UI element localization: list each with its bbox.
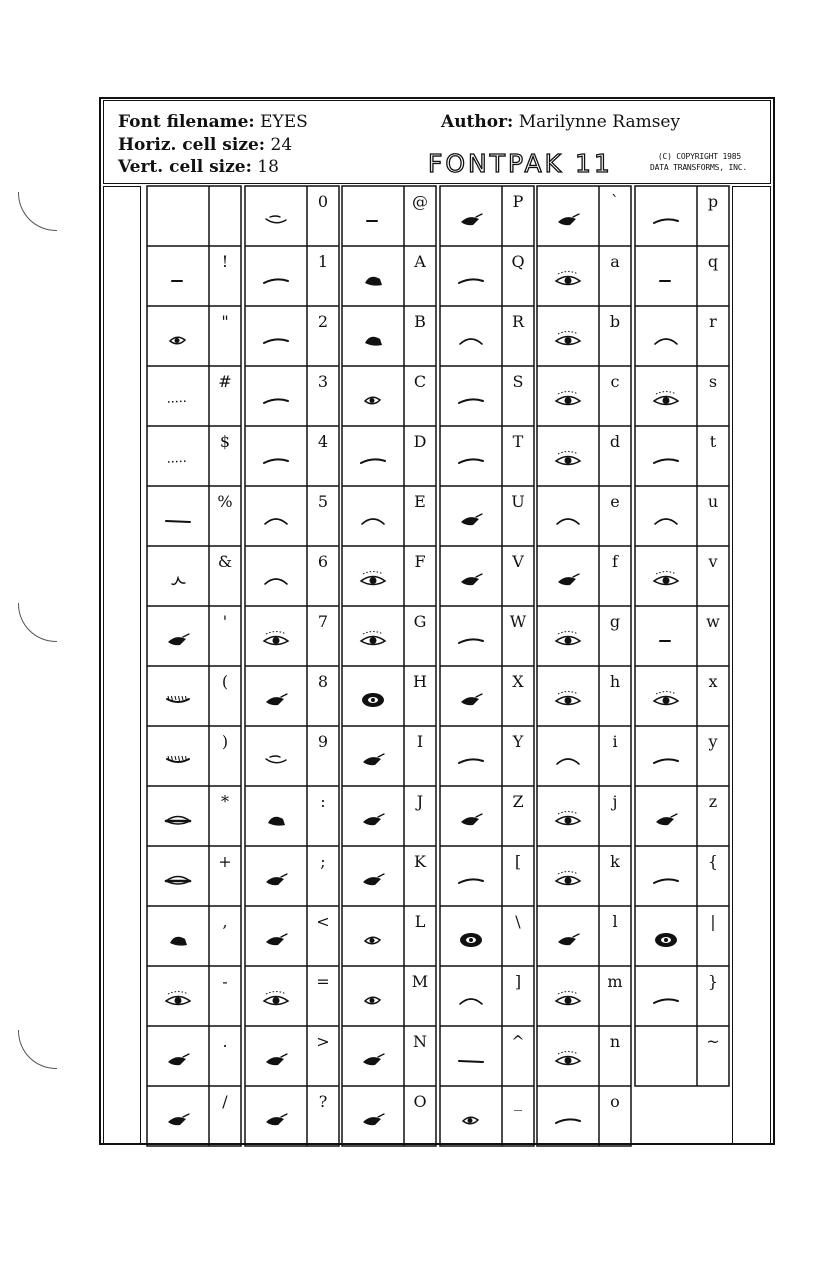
character-label: h [609, 672, 621, 691]
character-label: u [707, 492, 719, 511]
character-label: " [221, 312, 229, 331]
character-label: 7 [317, 612, 329, 631]
copyright-line-2: DATA TRANSFORMS, INC. [650, 163, 747, 172]
character-label: W [509, 612, 527, 631]
character-label: z [708, 792, 718, 811]
character-label: q [707, 252, 719, 271]
character-label: y [708, 732, 718, 751]
character-label: m [607, 972, 623, 991]
character-label: ' [222, 612, 228, 631]
character-label: E [414, 492, 426, 511]
character-label: ) [221, 732, 229, 751]
character-label: ! [221, 252, 229, 271]
character-label: = [316, 972, 330, 991]
character-label: # [218, 372, 232, 391]
character-label: v [708, 552, 718, 571]
character-label: { [707, 852, 719, 871]
copyright-line-1: (C) COPYRIGHT 1985 [657, 152, 741, 161]
character-label: 0 [317, 192, 329, 211]
character-label: ^ [511, 1032, 525, 1051]
character-label: 5 [317, 492, 329, 511]
character-label: l [612, 912, 618, 931]
character-label: ( [221, 672, 229, 691]
character-label: k [610, 852, 620, 871]
character-label: s [708, 372, 718, 391]
character-label: ` [611, 192, 619, 211]
character-label: ] [514, 972, 522, 991]
character-label: L [414, 912, 426, 931]
character-label: / [222, 1092, 228, 1111]
character-label: _ [514, 1092, 522, 1111]
character-label: I [416, 732, 424, 751]
character-label: Z [512, 792, 524, 811]
character-label: n [609, 1032, 621, 1051]
character-label: B [414, 312, 426, 331]
character-label: X [512, 672, 524, 691]
character-label: f [612, 552, 618, 571]
character-label: ? [318, 1092, 328, 1111]
character-label: j [612, 792, 618, 811]
character-label: - [222, 972, 228, 991]
character-label: < [316, 912, 330, 931]
character-label: b [609, 312, 621, 331]
character-label: J [416, 792, 424, 811]
character-label: 9 [317, 732, 329, 751]
character-label: A [414, 252, 426, 271]
character-label: o [610, 1092, 620, 1111]
character-label: g [609, 612, 621, 631]
character-label: t [709, 432, 717, 451]
character-label: r [709, 312, 717, 331]
character-label: M [411, 972, 429, 991]
character-label: | [710, 912, 716, 931]
vert-value: 18 [257, 157, 279, 177]
character-label: x [708, 672, 718, 691]
filename-value: EYES [260, 112, 308, 132]
character-label: e [610, 492, 620, 511]
character-label: w [706, 612, 720, 631]
character-label: H [413, 672, 427, 691]
character-label: R [511, 312, 525, 331]
character-label: & [217, 552, 233, 571]
character-label: c [610, 372, 620, 391]
vert-label: Vert. cell size: [118, 157, 252, 177]
character-label: D [413, 432, 427, 451]
character-label: $ [219, 432, 231, 451]
character-label: 6 [317, 552, 329, 571]
filename-label: Font filename: [118, 112, 255, 132]
horiz-value: 24 [270, 135, 293, 155]
author-value: Marilynne Ramsey [518, 112, 681, 132]
character-label: F [414, 552, 426, 571]
character-label: P [512, 192, 524, 211]
character-label: U [511, 492, 525, 511]
character-label: @ [412, 192, 428, 211]
character-label: K [414, 852, 426, 871]
character-label: i [612, 732, 618, 751]
character-label: % [217, 492, 233, 511]
character-label: N [413, 1032, 427, 1051]
character-label: , [222, 912, 228, 931]
character-label: ; [320, 852, 326, 871]
character-label: [ [514, 852, 522, 871]
character-label: \ [515, 912, 521, 931]
character-label: } [707, 972, 719, 991]
character-label: O [413, 1092, 427, 1111]
character-label: Q [511, 252, 525, 271]
character-label: 2 [317, 312, 329, 331]
character-label: : [320, 792, 326, 811]
character-label: S [512, 372, 524, 391]
character-label: * [221, 792, 229, 811]
character-label: T [512, 432, 524, 451]
character-label: ~ [706, 1032, 720, 1051]
character-label: G [413, 612, 427, 631]
character-label: C [413, 372, 427, 391]
character-label: . [222, 1032, 228, 1051]
character-label: 3 [317, 372, 329, 391]
character-label: 8 [317, 672, 329, 691]
character-label: 4 [317, 432, 329, 451]
horiz-label: Horiz. cell size: [118, 135, 266, 155]
character-label: d [609, 432, 621, 451]
fontpak-logo-text: FONTPAK 11 [428, 150, 613, 176]
character-label: > [316, 1032, 330, 1051]
character-label: Y [512, 732, 524, 751]
character-label: + [218, 852, 232, 871]
author-label: Author: [441, 112, 514, 132]
character-label: a [610, 252, 620, 271]
character-label: 1 [317, 252, 329, 271]
character-label: p [707, 192, 719, 211]
character-label: V [512, 552, 524, 571]
